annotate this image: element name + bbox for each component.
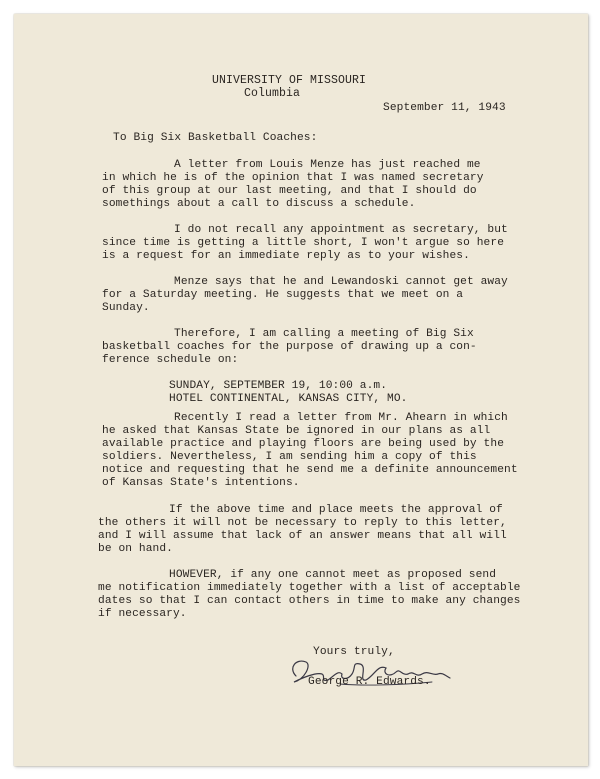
p8-line-4: if necessary. xyxy=(98,608,187,620)
p6-line-4: soldiers. Nevertheless, I am sending him a copy of this xyxy=(102,451,477,463)
meeting-location: HOTEL CONTINENTAL, KANSAS CITY, MO. xyxy=(169,393,408,405)
letter-page xyxy=(14,14,588,766)
salutation: To Big Six Basketball Coaches: xyxy=(113,132,318,144)
p2-line-2: since time is getting a little short, I won't argue so here xyxy=(102,237,505,249)
letterhead-city: Columbia xyxy=(244,87,301,100)
p3-line-2: for a Saturday meeting. He suggests that we meet on a xyxy=(102,289,464,301)
letterhead-institution: UNIVERSITY OF MISSOURI xyxy=(212,74,367,87)
p7-line-4: be on hand. xyxy=(98,543,173,555)
p7-line-2: the others it will not be necessary to reply to this letter, xyxy=(98,517,507,529)
letter-date: September 11, 1943 xyxy=(383,102,506,114)
p6-line-6: of Kansas State's intentions. xyxy=(102,477,300,489)
p7-line-3: and I will assume that lack of an answer means that all will xyxy=(98,530,507,542)
p1-line-1: A letter from Louis Menze has just reached me xyxy=(174,159,481,171)
p3-line-3: Sunday. xyxy=(102,302,150,314)
p1-line-2: in which he is of the opinion that I was named secretary xyxy=(102,172,484,184)
p8-line-3: dates so that I can contact others in time to make any changes xyxy=(98,595,521,607)
typed-name: George R. Edwards. xyxy=(308,676,431,688)
p4-line-3: ference schedule on: xyxy=(102,354,239,366)
p3-line-1: Menze says that he and Lewandoski cannot get away xyxy=(174,276,508,288)
meeting-datetime: SUNDAY, SEPTEMBER 19, 10:00 a.m. xyxy=(169,380,388,392)
p8-line-1: HOWEVER, if any one cannot meet as proposed send xyxy=(169,569,497,581)
p6-line-5: notice and requesting that he send me a definite announcement xyxy=(102,464,518,476)
p2-line-1: I do not recall any appointment as secretary, but xyxy=(174,224,508,236)
p4-line-1: Therefore, I am calling a meeting of Big Six xyxy=(174,328,474,340)
p6-line-2: he asked that Kansas State be ignored in our plans as all xyxy=(102,425,491,437)
p1-line-4: somethings about a call to discuss a schedule. xyxy=(102,198,416,210)
p1-line-3: of this group at our last meeting, and that I should do xyxy=(102,185,477,197)
p2-line-3: is a request for an immediate reply as to your wishes. xyxy=(102,250,470,262)
p6-line-1: Recently I read a letter from Mr. Ahearn in which xyxy=(174,412,508,424)
p4-line-2: basketball coaches for the purpose of drawing up a con- xyxy=(102,341,477,353)
p8-line-2: me notification immediately together with a list of acceptable xyxy=(98,582,521,594)
valediction: Yours truly, xyxy=(313,646,395,658)
p6-line-3: available practice and playing floors are being used by the xyxy=(102,438,505,450)
p7-line-1: If the above time and place meets the approval of xyxy=(169,504,503,516)
